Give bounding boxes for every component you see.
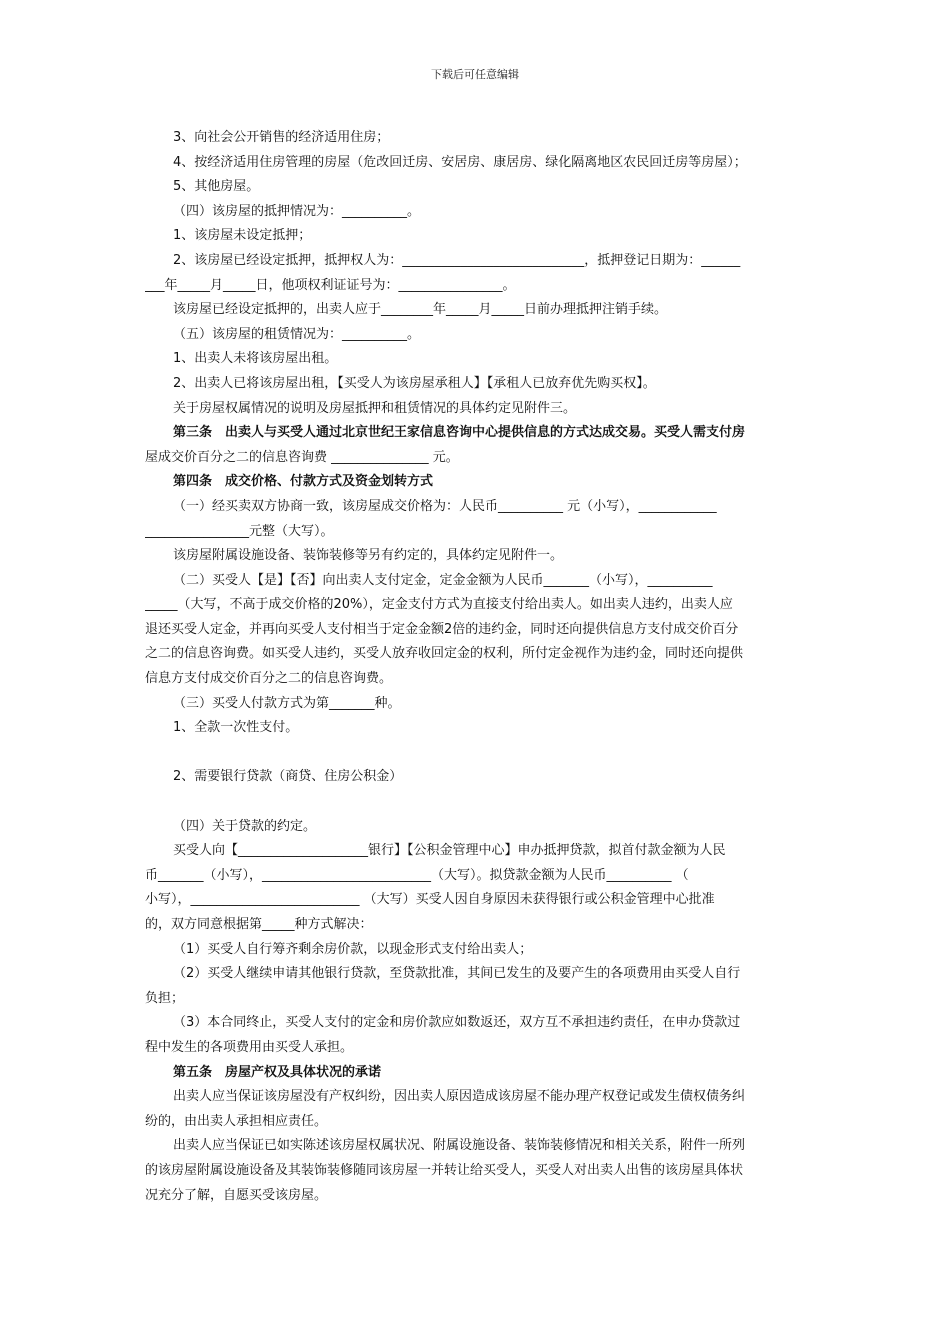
text-line: （四）该房屋的抵押情况为：__________。: [173, 203, 421, 219]
text-line: 小写），__________________________ （大写）买受人因自身原因未获得银行或公积金管理中心批准: [145, 892, 715, 908]
text-line: 出卖人应当保证已如实陈述该房屋权属状况、附属设施设备、装饰装修情况和相关关系，附件一所列: [173, 1138, 746, 1154]
text-line: _____（大写，不高于成交价格的20%），定金支付方式为直接支付给出卖人。如出卖人违约，出卖人应: [145, 597, 733, 613]
text-line: 之二的信息咨询费。如买受人违约，买受人放弃收回定金的权利，所付定金视作为违约金，同时还向提供: [145, 646, 744, 662]
text-line: ________________元整（大写）。: [145, 523, 334, 539]
blank-space: [145, 790, 807, 815]
text-line: 1、全款一次性支付。: [173, 720, 299, 736]
text-line: 1、该房屋未设定抵押；: [173, 228, 312, 244]
text-line: 信息方支付成交价百分之二的信息咨询费。: [145, 671, 393, 687]
text-line: 2、该房屋已经设定抵押，抵押权人为：____________________________，抵押登记日期为：______: [173, 252, 741, 268]
article-heading: 第四条 成交价格、付款方式及资金划转方式: [173, 474, 434, 490]
text-line: 币_______（小写），__________________________（大写）。拟贷款金额为人民币__________ （: [145, 867, 689, 883]
text-line: 的，双方同意根据第_____种方式解决：: [145, 917, 373, 932]
text-line: 况充分了解，自愿买受该房屋。: [145, 1187, 328, 1203]
text-line: 1、出卖人未将该房屋出租。: [173, 351, 338, 367]
text-line: （2）买受人继续申请其他银行贷款，至贷款批准，其间已发生的及要产生的各项费用由买受人自行: [173, 966, 741, 982]
text-line: 负担；: [145, 990, 185, 1006]
text-line: 出卖人应当保证该房屋没有产权纠纷，因出卖人原因造成该房屋不能办理产权登记或发生债权债务纠: [173, 1089, 746, 1105]
text-line: （二）买受人【是】【否】向出卖人支付定金，定金金额为人民币_______（小写），__________: [173, 572, 713, 588]
blank-space: [145, 741, 807, 766]
text-line: 该房屋已经设定抵押的，出卖人应于________年_____月_____日前办理抵押注销手续。: [173, 302, 668, 318]
article-heading: 第三条 出卖人与买受人通过北京世纪王家信息咨询中心提供信息的方式达成交易。买受人需支付房: [173, 425, 746, 441]
text-line: 屋成交价百分之二的信息咨询费 _______________ 元。: [145, 449, 459, 465]
text-line: 2、需要银行贷款（商贷、住房公积金）: [173, 769, 403, 785]
text-line: ___年_____月_____日，他项权利证证号为：________________。: [145, 277, 516, 293]
text-line: （五）该房屋的租赁情况为：__________。: [173, 326, 421, 342]
document-body: [145, 126, 807, 1208]
article-heading: 第五条 房屋产权及具体状况的承诺: [173, 1064, 382, 1080]
text-line: （三）买受人付款方式为第_______种。: [173, 695, 401, 711]
text-line: 关于房屋权属情况的说明及房屋抵押和租赁情况的具体约定见附件三。: [173, 400, 577, 416]
text-line: 该房屋附属设施设备、装饰装修等另有约定的，具体约定见附件一。: [173, 548, 564, 564]
text-line: 5、其他房屋。: [173, 179, 260, 195]
text-line: 3、向社会公开销售的经济适用住房；: [173, 130, 390, 145]
text-line: （一）经买卖双方协商一致，该房屋成交价格为：人民币__________ 元（小写），____________: [173, 498, 717, 514]
text-line: 程中发生的各项费用由买受人承担。: [145, 1039, 354, 1055]
text-line: 买受人向【____________________银行】【公积金管理中心】申办抵押贷款，拟首付款金额为人民: [173, 843, 726, 859]
text-line: 2、出卖人已将该房屋出租，【买受人为该房屋承租人】【承租人已放弃优先购买权】。: [173, 375, 656, 391]
text-line: 的该房屋附属设施设备及其装饰装修随同该房屋一并转让给买受人，买受人对出卖人出售的该房屋具体状: [145, 1162, 744, 1178]
text-line: 纷的，由出卖人承担相应责任。: [145, 1113, 328, 1129]
text-line: 4、按经济适用住房管理的房屋（危改回迁房、安居房、康居房、绿化隔离地区农民回迁房等房屋）；: [173, 154, 747, 170]
page-header: 下载后可任意编辑: [431, 68, 519, 81]
text-line: （1）买受人自行筹齐剩余房价款，以现金形式支付给出卖人；: [173, 941, 533, 957]
text-line: 退还买受人定金，并再向买受人支付相当于定金金额2倍的违约金，同时还向提供信息方支付成交价百分: [145, 621, 739, 637]
text-line: （3）本合同终止，买受人支付的定金和房价款应如数返还，双方互不承担违约责任，在申办贷款过: [173, 1015, 741, 1031]
text-line: （四）关于贷款的约定。: [173, 818, 317, 834]
